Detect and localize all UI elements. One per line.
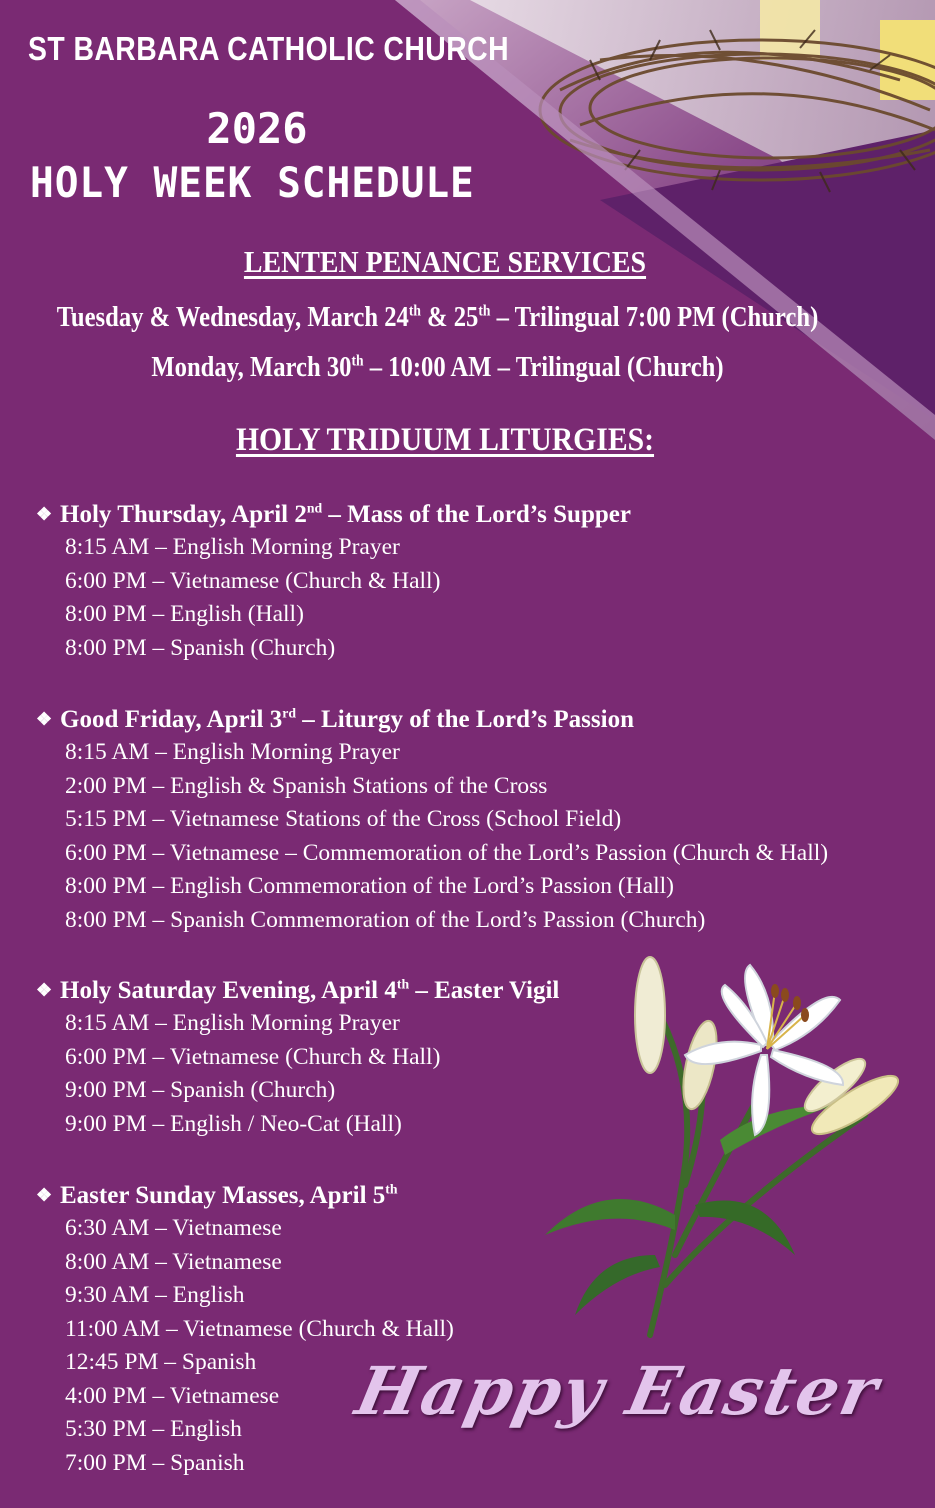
diamond-bullet-icon: ❖: [36, 709, 53, 729]
schedule-item: 6:00 PM – Vietnamese (Church & Hall): [65, 567, 441, 594]
schedule-item: 12:45 PM – Spanish: [65, 1349, 257, 1375]
schedule-item: 2:00 PM – English & Spanish Stations of the Cross: [65, 772, 548, 799]
schedule-item: 6:00 PM – Vietnamese (Church & Hall): [65, 1043, 441, 1070]
schedule-item: 8:15 AM – English Morning Prayer: [65, 534, 400, 560]
penance-line-2: Monday, March 30th – 10:00 AM – Trilingual (Church): [151, 352, 724, 383]
schedule-item: 9:00 PM – English / Neo-Cat (Hall): [65, 1110, 402, 1137]
triduum-heading: HOLY TRIDUUM LITURGIES:: [235, 422, 655, 458]
schedule-item: 8:00 AM – Vietnamese: [65, 1248, 282, 1275]
diamond-bullet-icon: ❖: [36, 980, 53, 1000]
schedule-item: 6:00 PM – Vietnamese – Commemoration of the Lord’s Passion (Church & Hall): [65, 839, 829, 866]
schedule-item: 7:00 PM – Spanish: [65, 1449, 245, 1476]
section-title: ❖ Easter Sunday Masses, April 5th: [36, 1178, 454, 1212]
penance-line-1: Tuesday & Wednesday, March 24th & 25th – Trilingual 7:00 PM (Church): [56, 302, 819, 333]
schedule-item: 5:15 PM – Vietnamese Stations of the Cross (School Field): [65, 806, 622, 832]
section-title: ❖ Good Friday, April 3rd – Liturgy of the Lord’s Passion: [36, 702, 828, 736]
schedule-title: HOLY WEEK SCHEDULE: [30, 158, 475, 207]
section-good-friday: [36, 702, 828, 937]
diamond-bullet-icon: ❖: [36, 504, 53, 524]
section-holy-saturday: [36, 973, 559, 1141]
schedule-item: 6:30 AM – Vietnamese: [65, 1215, 282, 1241]
lenten-heading: LENTEN PENANCE SERVICES: [243, 244, 647, 279]
section-title: ❖ Holy Saturday Evening, April 4th – Easter Vigil: [36, 973, 559, 1007]
schedule-item: 4:00 PM – Vietnamese: [65, 1382, 280, 1409]
schedule-item: 9:00 PM – Spanish (Church): [65, 1077, 336, 1103]
schedule-year: 2026: [206, 104, 308, 153]
easter-lily-image: [535, 955, 925, 1345]
section-holy-thursday: [36, 497, 631, 665]
schedule-item: 8:00 PM – English Commemoration of the Lord’s Passion (Hall): [65, 873, 675, 899]
schedule-item: 8:00 PM – Spanish Commemoration of the Lord’s Passion (Church): [65, 906, 706, 933]
schedule-item: 8:15 AM – English Morning Prayer: [65, 739, 400, 765]
section-title: ❖ Holy Thursday, April 2nd – Mass of the Lord’s Supper: [36, 497, 631, 531]
church-name: ST BARBARA CATHOLIC CHURCH: [28, 30, 509, 67]
section-easter-sunday: [36, 1178, 454, 1480]
schedule-item: 8:15 AM – English Morning Prayer: [65, 1010, 400, 1036]
diamond-bullet-icon: ❖: [36, 1185, 53, 1205]
schedule-item: 11:00 AM – Vietnamese (Church & Hall): [65, 1315, 454, 1342]
schedule-item: 5:30 PM – English: [65, 1416, 242, 1442]
schedule-item: 8:00 PM – English (Hall): [65, 601, 304, 627]
happy-easter-greeting: Happy Easter: [349, 1352, 887, 1430]
schedule-item: 9:30 AM – English: [65, 1282, 245, 1308]
schedule-item: 8:00 PM – Spanish (Church): [65, 634, 336, 661]
